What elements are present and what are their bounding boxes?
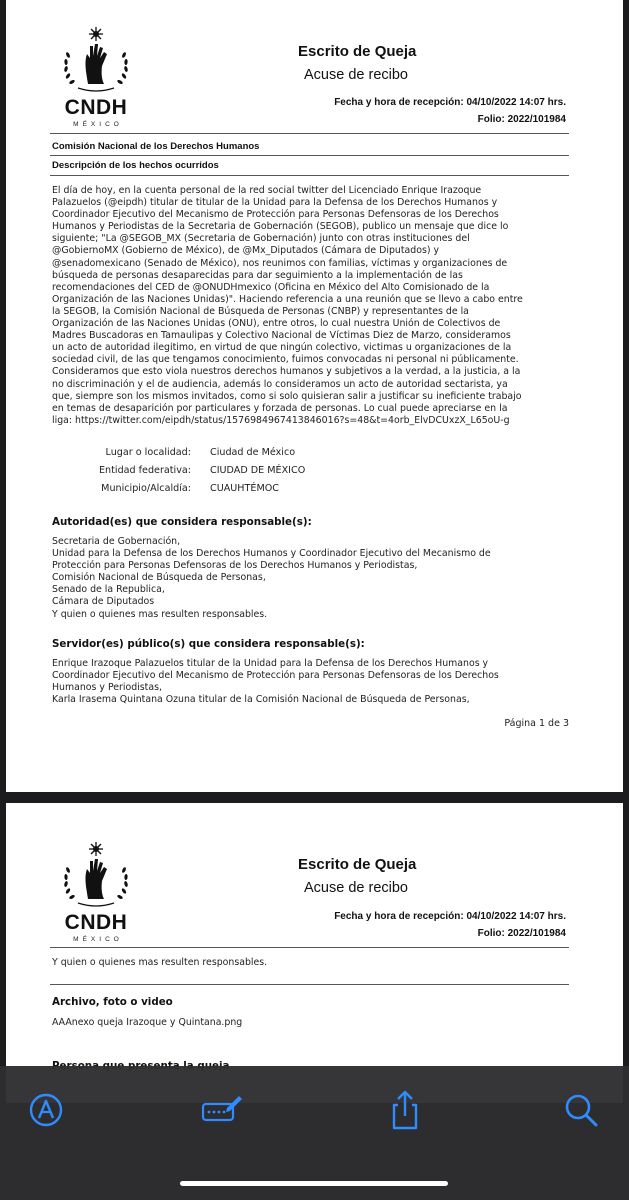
logo-subtext: MÉXICO: [73, 936, 123, 943]
description-line: Madres Buscadoras en Tamaulipas y Colectivo Nacional de Víctimas Diez de Marzo, consideramos: [52, 330, 511, 342]
autoridad-line: Comisión Nacional de Búsqueda de Personas,: [52, 572, 266, 584]
logo-text: CNDH: [64, 911, 128, 934]
search-icon: [559, 1088, 603, 1132]
document-title: Escrito de Queja: [298, 856, 417, 873]
description-line: búsqueda de personas desaparecidas para dar seguimiento a la implementación de las: [52, 269, 463, 281]
description-heading: Descripción de los hechos ocurridos: [52, 160, 219, 171]
share-button[interactable]: [383, 1088, 427, 1132]
markup-icon: [24, 1088, 68, 1132]
description-line: siguiente; "La @SEGOB_MX (Secretaria de Gobernación) junto con otras instituciones del: [52, 233, 470, 245]
description-line: recomendaciones del CED de @ONUDHmexico (Oficina en México del Alto Comisionado de la: [52, 281, 490, 293]
document-title: Escrito de Queja: [298, 43, 417, 60]
document-subtitle: Acuse de recibo: [304, 67, 408, 83]
municipio-value: CUAUHTÉMOC: [210, 483, 279, 494]
section-divider: [50, 155, 569, 156]
description-line: @senadomexicano (Senado de México), nos reunimos con familias, víctimas y organizaciones de: [52, 257, 508, 269]
entidad-value: CIUDAD DE MÉXICO: [210, 465, 306, 476]
share-icon: [383, 1088, 427, 1132]
entidad-label: Entidad federativa:: [99, 465, 191, 476]
description-line: El día de hoy, en la cuenta personal de la red social twitter del Licenciado Enrique Irazoque: [52, 185, 482, 196]
header-divider: [50, 947, 569, 948]
autoridades-text: [52, 536, 572, 621]
cndh-logo: [54, 24, 138, 128]
autoridad-line: Secretaria de Gobernación,: [52, 536, 181, 547]
description-line: que, siempre son los mismos invitados, como si solo quisieran salir a justificar su ineficiente trabajo: [52, 390, 522, 402]
logo-text: CNDH: [64, 96, 128, 119]
cndh-emblem-icon: [54, 839, 138, 909]
page-number: Página 1 de 3: [504, 718, 569, 729]
description-line: Coordinador Ejecutivo del Mecanismo de Protección para Personas Defensoras de los Derechos: [52, 209, 499, 221]
logo-subtext: MÉXICO: [73, 121, 123, 128]
autoridad-line: Senado de la Republica,: [52, 584, 165, 596]
autoridad-line: Cámara de Diputados: [52, 596, 155, 608]
reception-date: Fecha y hora de recepción: 04/10/2022 14:07 hrs.: [334, 911, 566, 922]
folio-number: Folio: 2022/101984: [477, 114, 566, 125]
description-line: Organización de las Naciones Unidas (ONU), entre otros, lo cual nuestra Unión de Colectivos de: [52, 318, 501, 330]
autoridad-line: Unidad para la Defensa de los Derechos Humanos y Coordinador Ejecutivo del Mecanismo de: [52, 548, 491, 560]
commission-heading: Comisión Nacional de los Derechos Humanos: [52, 141, 260, 152]
description-text: [52, 185, 572, 427]
archivo-filename: AAAnexo queja Irazoque y Quintana.png: [52, 1017, 243, 1028]
signature-icon: [199, 1088, 243, 1132]
document-page-2: [6, 803, 623, 1103]
description-line: Consideramos que esto viola nuestros derechos humanos y subjetivos a la verdad, a la justicia, a la: [52, 366, 521, 378]
servidores-heading: Servidor(es) público(s) que considera responsable(s):: [52, 638, 365, 650]
archivo-text: [52, 1017, 572, 1029]
signature-button[interactable]: [199, 1088, 243, 1132]
description-line: @GobiernoMX (Gobierno de México), de @Mx_Diputados (Cámara de Diputados) y: [52, 245, 440, 257]
reception-date: Fecha y hora de recepción: 04/10/2022 14:07 hrs.: [334, 97, 566, 108]
municipio-label: Municipio/Alcaldía:: [101, 483, 191, 494]
markup-button[interactable]: [24, 1088, 68, 1132]
servidor-line: Karla Irasema Quintana Ozuna titular de la Comisión Nacional de Búsqueda de Personas,: [52, 694, 470, 706]
continued-line: Y quien o quienes mas resulten responsables.: [52, 957, 268, 968]
cndh-logo: [54, 839, 138, 943]
continued-text: [52, 957, 572, 969]
archivo-heading: Archivo, foto o video: [52, 996, 173, 1008]
lugar-label: Lugar o localidad:: [105, 447, 191, 458]
description-line: un acto de autoridad ilegitimo, en virtud de que ningún colectivo, victimas u organizaciones de la: [52, 342, 512, 354]
bottom-toolbar: [0, 1066, 629, 1200]
folio-number: Folio: 2022/101984: [477, 928, 566, 939]
autoridad-line: Protección para Personas Defensoras de los Derechos Humanos y Periodistas,: [52, 560, 418, 572]
cndh-emblem-icon: [54, 24, 138, 94]
servidor-line: Enrique Irazoque Palazuelos titular de la Unidad para la Defensa de los Derechos Humanos y: [52, 658, 489, 669]
section-divider: [50, 984, 569, 985]
autoridad-line: Y quien o quienes mas resulten responsables.: [52, 608, 268, 620]
description-line: liga: https://twitter.com/eipdh/status/1576984967413846016?s=48&t=4orb_ElvDCUxzX_L65oU-g: [52, 414, 510, 426]
description-line: sociedad civil, de las que tengamos conocimiento, fuimos convocadas ni personal ni públicamente.: [52, 354, 519, 366]
servidor-line: Coordinador Ejecutivo del Mecanismo de Protección para Personas Defensoras de los Derechos: [52, 670, 499, 682]
description-line: no discriminación y el de audiencia, además lo consideramos un acto de autoridad sectarista, ya: [52, 378, 508, 390]
servidores-text: [52, 658, 572, 706]
autoridades-heading: Autoridad(es) que considera responsable(s):: [52, 516, 312, 528]
description-line: Humanos y Periodistas de la Secretaria de Gobernación (SEGOB), publico un mensaje que dice lo: [52, 221, 509, 233]
description-line: en temas de desaparición por particulares y forzada de personas. Lo cual puede apreciarse en la: [52, 402, 508, 414]
search-button[interactable]: [559, 1088, 603, 1132]
header-divider: [50, 133, 569, 134]
description-line: Organización de las Naciones Unidas)". Haciendo referencia a una reunión que se llevo a cabo entre: [52, 293, 523, 305]
document-page-1: [6, 0, 623, 792]
document-subtitle: Acuse de recibo: [304, 880, 408, 896]
description-line: la SEGOB, la Comisión Nacional de Búsqueda de Personas (CNBP) y representantes de la: [52, 305, 469, 317]
section-divider: [50, 175, 569, 176]
home-indicator[interactable]: [180, 1181, 448, 1186]
description-line: Palazuelos (@eipdh) titular de titular de la Unidad para la Defensa de los Derechos Humanos y: [52, 197, 498, 209]
lugar-value: Ciudad de México: [210, 447, 296, 458]
servidor-line: Humanos y Periodistas,: [52, 682, 162, 694]
